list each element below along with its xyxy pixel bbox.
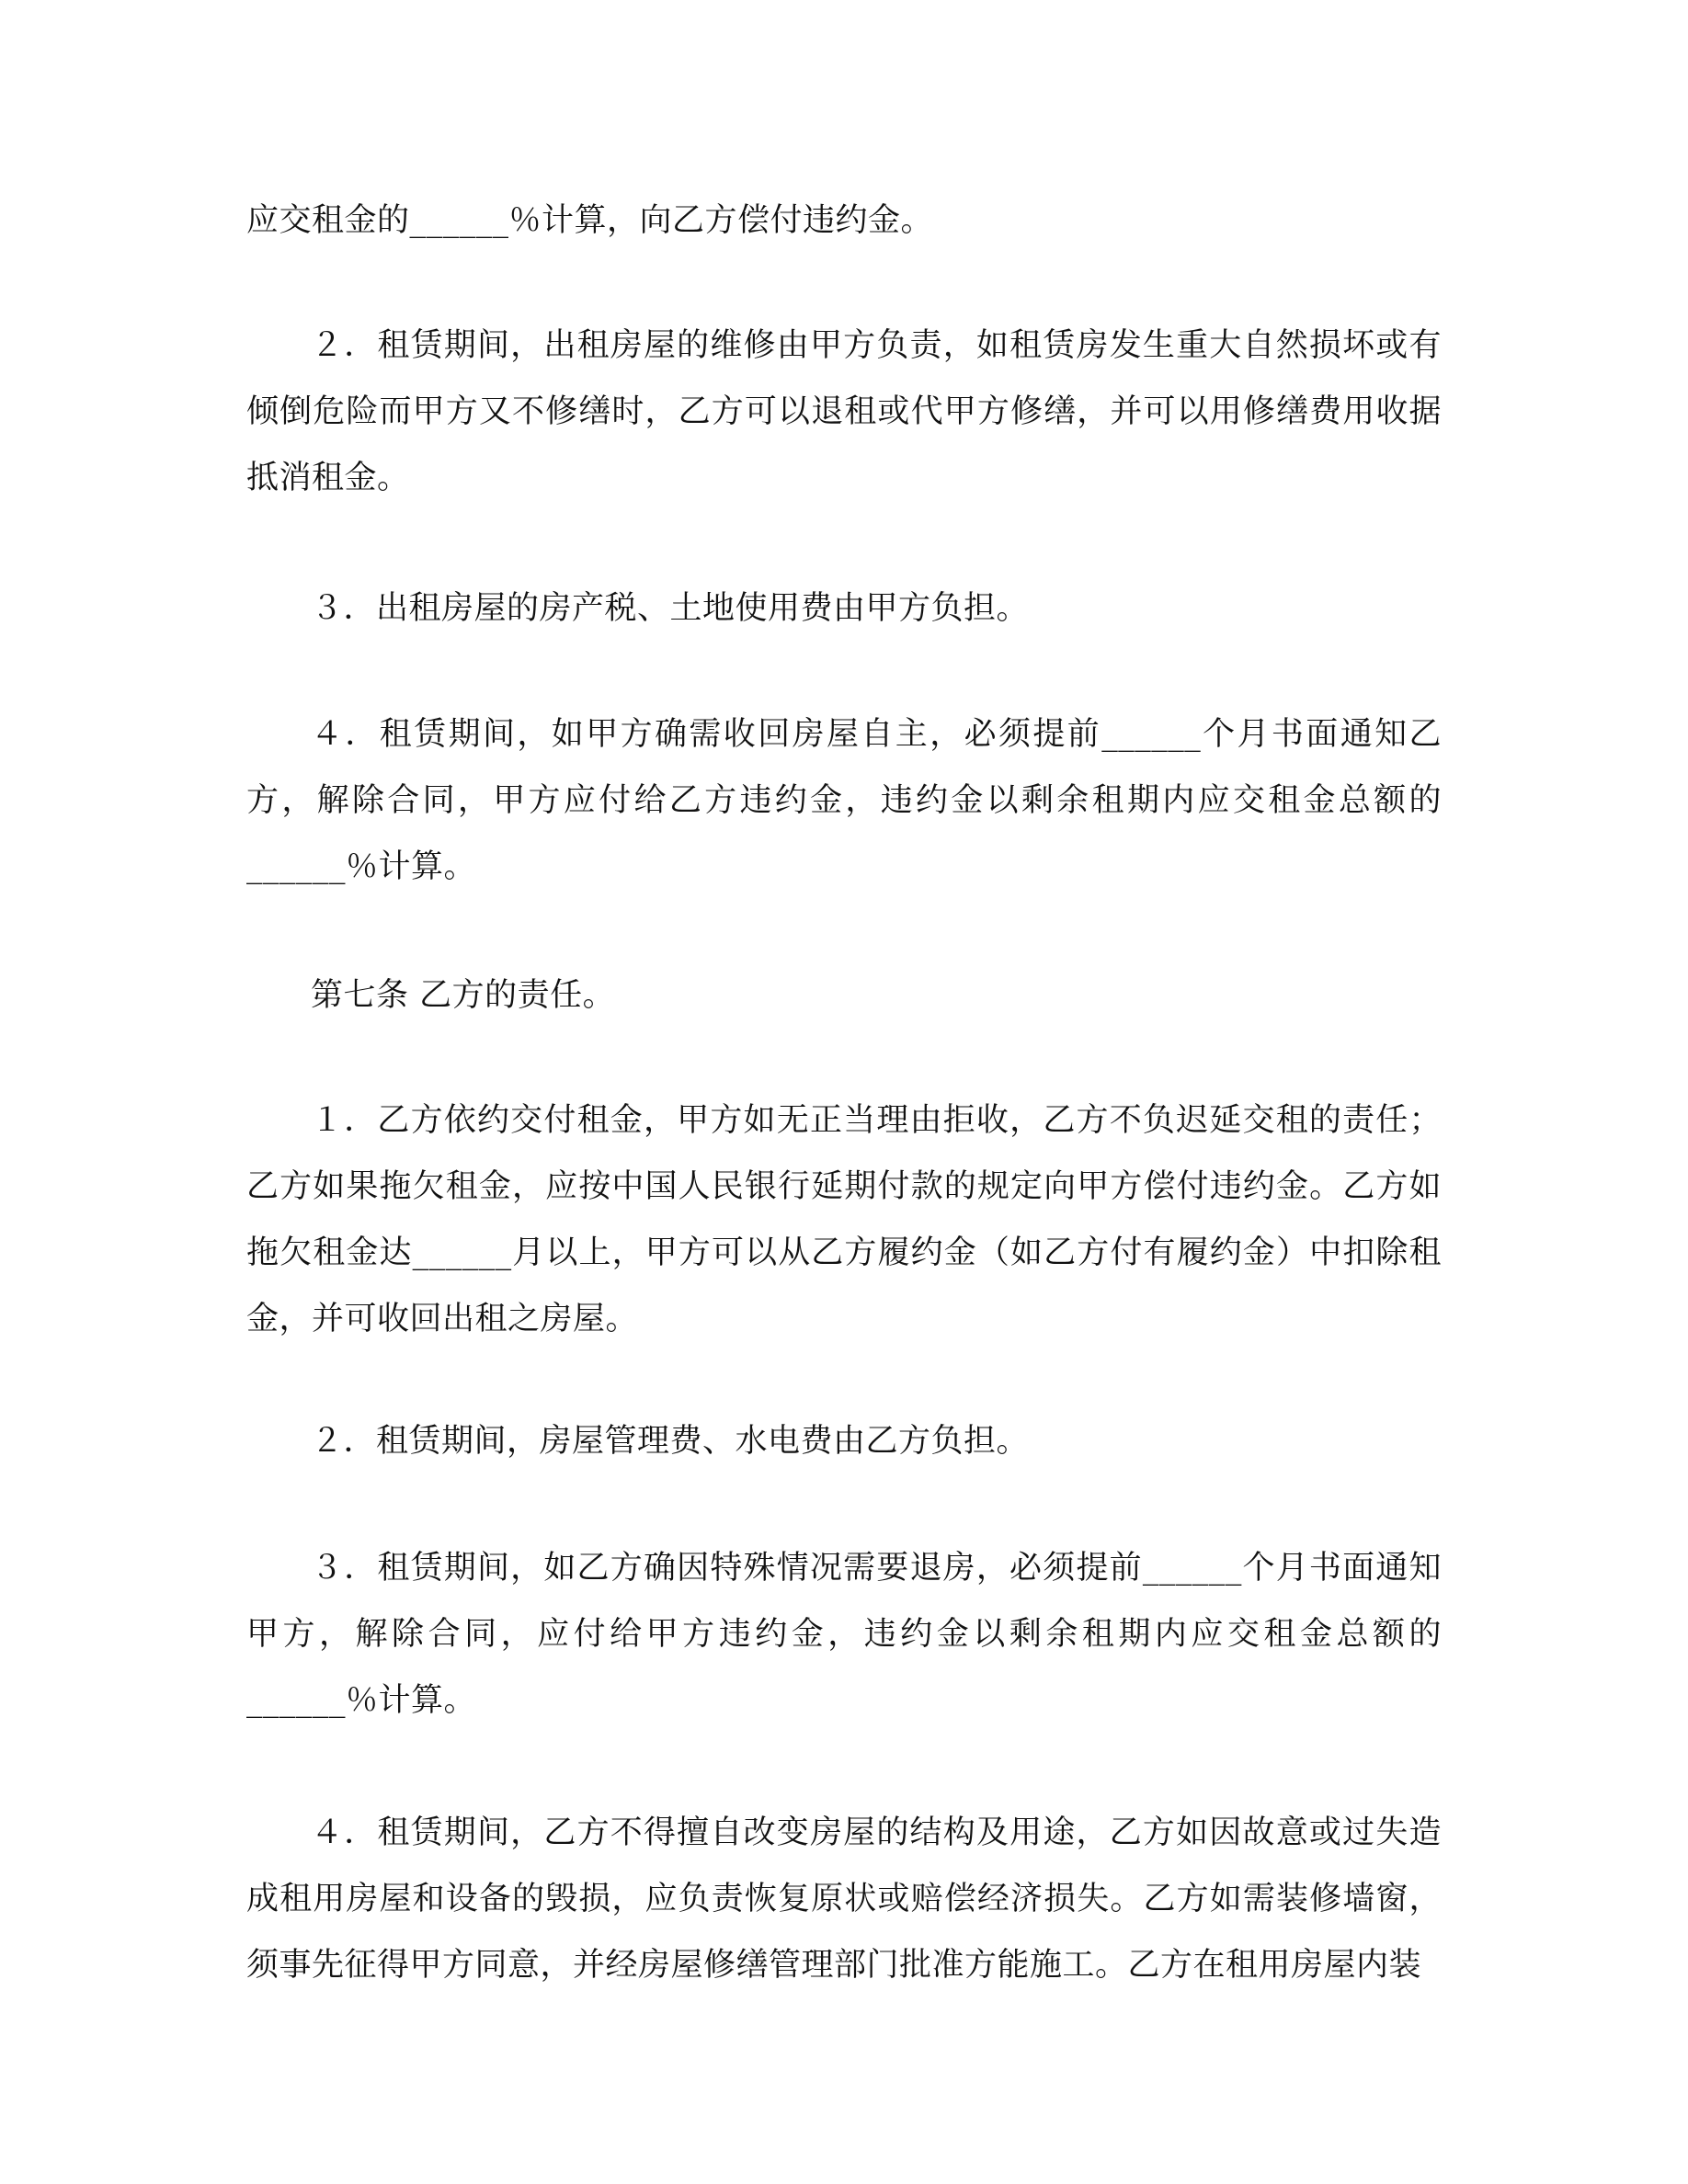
paragraph-lessee-alteration: ４．租赁期间，乙方不得擅自改变房屋的结构及用途，乙方如因故意或过失造成租用房屋和设备的毁损，应负责恢复原状或赔偿经济损失。乙方如需装修墙窗，须事先征得甲方同意，并经房屋修缮管理部门批准方能施工。乙方在租用房屋内装	[246, 1814, 1442, 1984]
paragraph-penalty-continuation: 应交租金的______％计算，向乙方偿付违约金。	[246, 202, 934, 239]
paragraph-lessor-reclaim: ４．租赁期间，如甲方确需收回房屋自主，必须提前______个月书面通知乙方，解除合同，甲方应付给乙方违约金，违约金以剩余租期内应交租金总额的______％计算。	[246, 716, 1442, 885]
section-heading-article-7: 第七条 乙方的责任。	[311, 977, 616, 1014]
paragraph-lessor-tax: ３．出租房屋的房产税、土地使用费由甲方负担。	[311, 590, 1030, 627]
paragraph-lessee-fees: ２．租赁期间，房屋管理费、水电费由乙方负担。	[311, 1423, 1030, 1460]
paragraph-lessor-repair: ２．租赁期间，出租房屋的维修由甲方负责，如租赁房发生重大自然损坏或有倾倒危险而甲方又不修缮时，乙方可以退租或代甲方修缮，并可以用修缮费用收据抵消租金。	[246, 327, 1442, 496]
paragraph-lessee-rent: １．乙方依约交付租金，甲方如无正当理由拒收，乙方不负迟延交租的责任；乙方如果拖欠租金，应按中国人民银行延期付款的规定向甲方偿付违约金。乙方如拖欠租金达______月以上，甲方可以从乙方履约金（如乙方付有履约金）中扣除租金，并可收回出租之房屋。	[246, 1102, 1442, 1337]
paragraph-lessee-termination: ３．租赁期间，如乙方确因特殊情况需要退房，必须提前______个月书面通知甲方，解除合同，应付给甲方违约金，违约金以剩余租期内应交租金总额的______％计算。	[246, 1550, 1442, 1719]
